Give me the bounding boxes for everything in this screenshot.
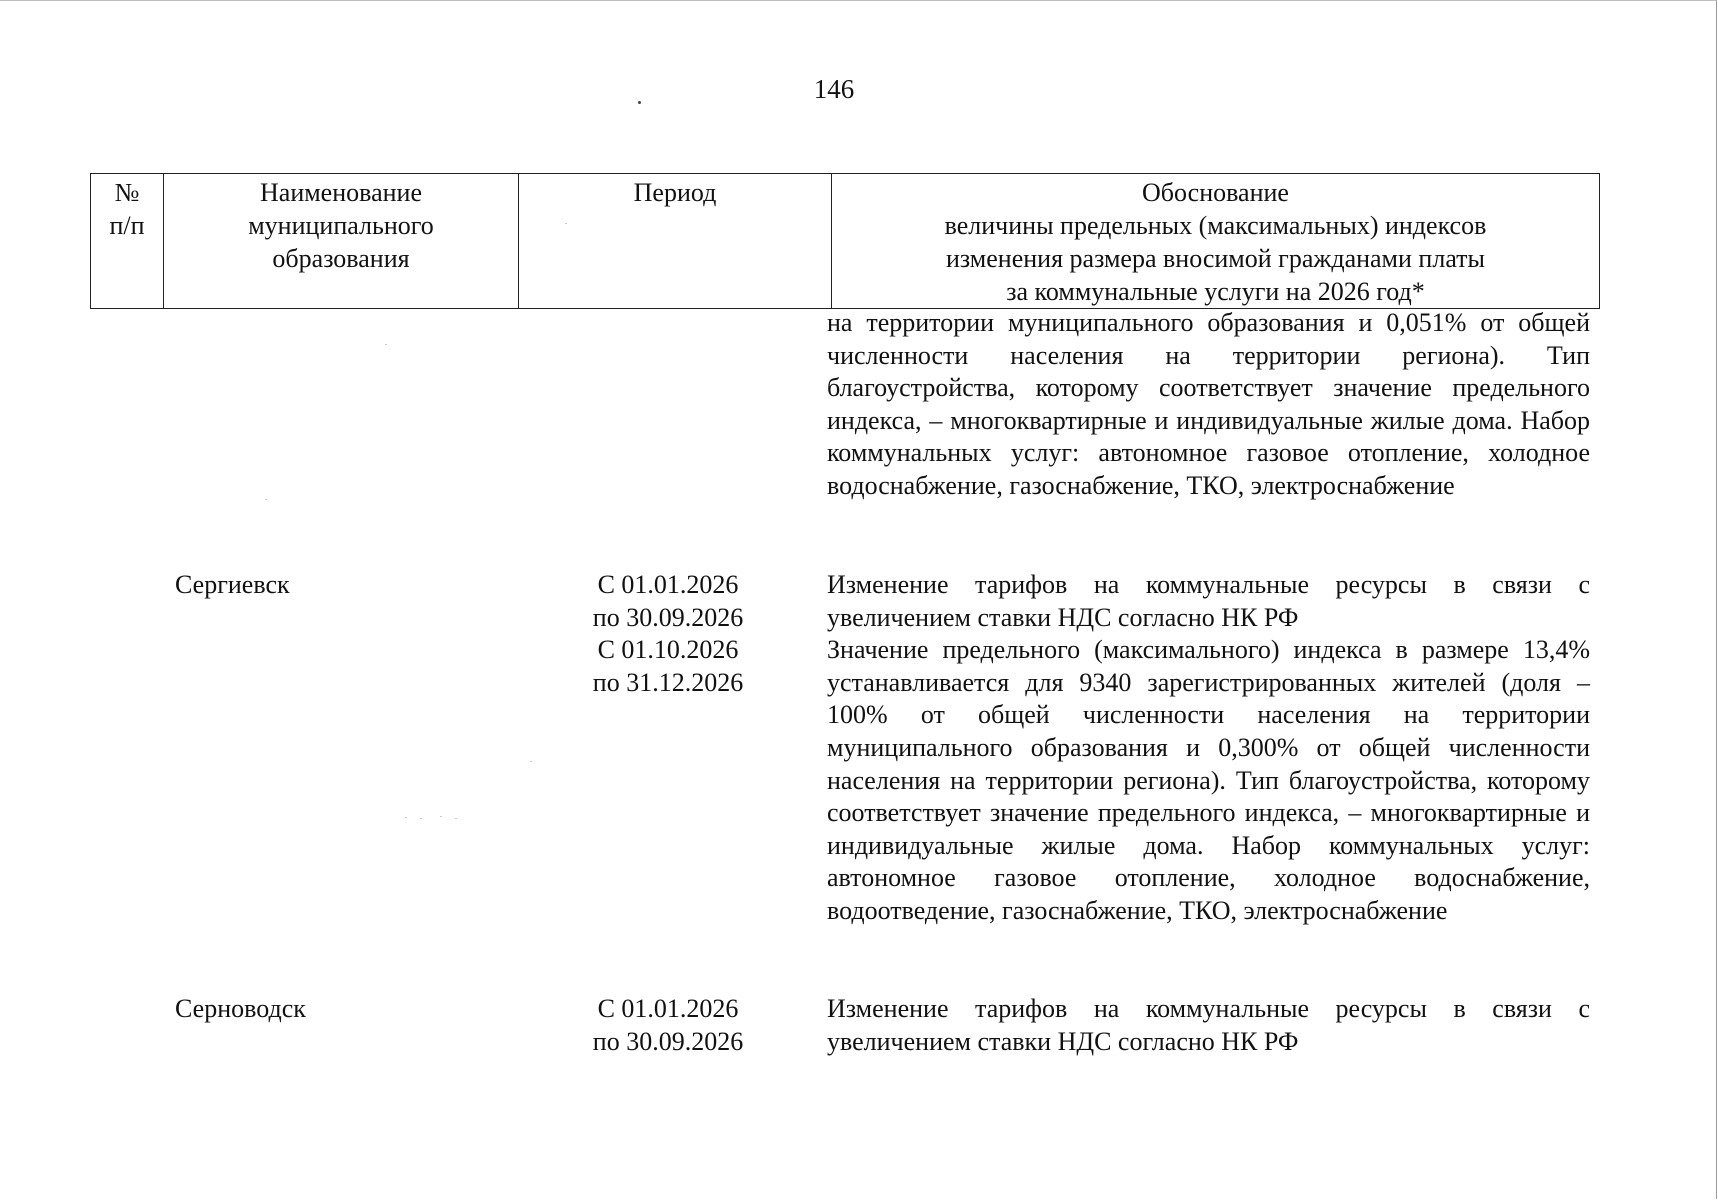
header-cell-period (519, 174, 832, 309)
period-line: С 01.01.2026 (597, 994, 739, 1023)
scan-speck (455, 818, 457, 819)
header-cell-municipality (164, 174, 519, 309)
scan-speck (440, 816, 442, 817)
continuation-basis-text: на территории муниципального образования и 0,051% от общей численности населения на территории региона). Тип благоустройства, которому соответствует значение предельного индекса, – многоквартирные и индивидуальные жилые дома. Набор коммунальных услуг: автономное газовое отопление, холодное водоснабжение, газоснабжение, ТКО, электроснабжение (827, 308, 1590, 500)
row-municipality-name: Серноводск (175, 994, 306, 1023)
basis-paragraph: Изменение тарифов на коммунальные ресурсы в связи с увеличением ставки НДС согласно НК РФ (827, 994, 1590, 1056)
scan-speck (638, 101, 641, 104)
row-basis (827, 569, 1590, 928)
table-header (90, 173, 1600, 309)
period-line: по 30.09.2026 (592, 602, 744, 632)
period-line: по 31.12.2026 (592, 667, 744, 697)
header-basis-line-4: за коммунальные услуги на 2026 год* (1006, 277, 1425, 306)
row-period (556, 993, 780, 1058)
header-period-label: Период (633, 178, 717, 207)
scan-speck (265, 499, 267, 500)
scan-speck (420, 818, 422, 819)
basis-paragraph: Изменение тарифов на коммунальные ресурсы в связи с увеличением ставки НДС согласно НК РФ (827, 570, 1590, 632)
scan-speck (530, 761, 532, 762)
header-cell-number (91, 174, 164, 309)
header-number-label: № п/п (109, 178, 145, 240)
basis-paragraph: Значение предельного (максимального) индекса в размере 13,4% устанавливается для 9340 зарегистрированных жителей (доля – 100% от общей численности населения на территории муниципального образования и 0,300% от общей численности населения на территории региона). Тип благоустройства, которому соответствует значение предельного индекса, – многоквартирные и индивидуальные жилые дома. Набор коммунальных услуг: автономное газовое отопление, холодное водоснабжение, водоотведение, газоснабжение, ТКО, электроснабжение (827, 635, 1590, 925)
header-basis-line-1: Обоснование (1142, 178, 1289, 207)
table-header-row (91, 174, 1600, 309)
row-municipality-name: Сергиевск (175, 570, 290, 599)
continuation-basis (827, 307, 1590, 503)
period-line: С 01.10.2026 (597, 635, 739, 665)
row-basis (827, 993, 1590, 1058)
page-number: 146 (813, 74, 855, 104)
row-period (556, 569, 780, 699)
scan-speck (385, 344, 387, 345)
header-cell-basis (832, 174, 1600, 309)
period-line: С 01.01.2026 (597, 570, 739, 599)
header-basis-line-2: величины предельных (максимальных) индексов (944, 211, 1487, 240)
header-basis-line-3: изменения размера вносимой гражданами платы (945, 244, 1486, 273)
period-line: по 30.09.2026 (592, 1026, 744, 1056)
scan-speck (405, 817, 407, 818)
header-municipality-label: Наименование муниципального образования (248, 178, 434, 273)
